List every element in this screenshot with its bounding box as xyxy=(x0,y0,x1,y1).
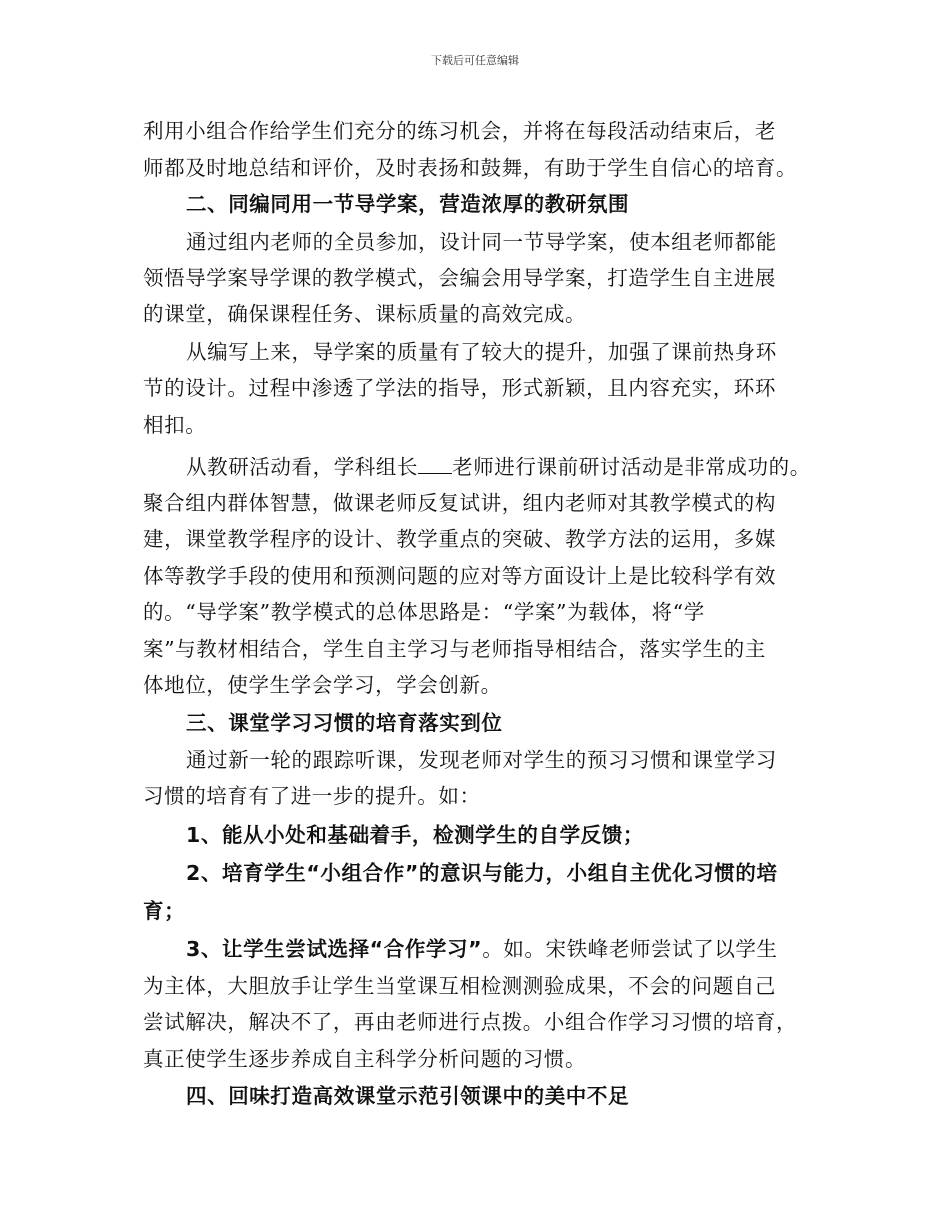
list-item-continuation: 育； xyxy=(143,899,186,923)
paragraph-line: 建，课堂教学程序的设计、教学重点的突破、教学方法的运用，多媒 xyxy=(143,527,776,551)
paragraph-line: 尝试解决，解决不了，再由老师进行点拨。小组合作学习习惯的培育， xyxy=(143,1010,798,1034)
paragraph-line: 为主体，大胆放手让学生当堂课互相检测测验成果，不会的问题自己 xyxy=(143,974,776,998)
paragraph-line: 真正使学生逐步养成自主科学分析问题的习惯。 xyxy=(143,1047,587,1071)
paragraph-line: 领悟导学案导学课的教学模式，会编会用导学案，打造学生自主进展 xyxy=(143,266,776,290)
text-segment: 。如。宋铁峰老师尝试了以学生 xyxy=(482,937,778,961)
text-segment: 从教研活动看，学科组长 xyxy=(186,455,419,479)
paragraph-line: 利用小组合作给学生们充分的练习机会，并将在每段活动结束后，老 xyxy=(143,119,776,143)
paragraph-line: 从编写上来，导学案的质量有了较大的提升，加强了课前热身环 xyxy=(186,340,777,364)
paragraph-line xyxy=(186,450,811,480)
fill-in-blank xyxy=(418,455,452,474)
paragraph-line: 习惯的培育有了进一步的提升。如： xyxy=(143,784,481,808)
paragraph-line: 通过新一轮的跟踪听课，发现老师对学生的预习习惯和课堂学习 xyxy=(186,748,777,772)
paragraph-line: 节的设计。过程中渗透了学法的指导，形式新颖，且内容充实，环环 xyxy=(143,376,776,400)
page-header: 下载后可任意编辑 xyxy=(431,54,519,67)
list-item: 1、能从小处和基础着手，检测学生的自学反馈； xyxy=(186,823,644,847)
paragraph-line: 聚合组内群体智慧，做课老师反复试讲，组内老师对其教学模式的构 xyxy=(143,491,776,515)
paragraph-line: 的课堂，确保课程任务、课标质量的高效完成。 xyxy=(143,302,587,326)
paragraph-line: 体地位，使学生学会学习，学会创新。 xyxy=(143,673,502,697)
paragraph-line: 相扣。 xyxy=(143,413,207,437)
text-segment: 老师进行课前研讨活动是非常成功的。 xyxy=(452,455,811,479)
list-item-lead: 3、让学生尝试选择“合作学习” xyxy=(186,937,483,961)
section-heading-4: 四、回味打造高效课堂示范引领课中的美中不足 xyxy=(186,1084,630,1108)
paragraph-line: 师都及时地总结和评价，及时表扬和鼓舞，有助于学生自信心的培育。 xyxy=(143,156,798,180)
paragraph-line: 体等教学手段的使用和预测问题的应对等方面设计上是比较科学有效 xyxy=(143,564,776,588)
list-item: 2、培育学生“小组合作”的意识与能力，小组自主优化习惯的培 xyxy=(186,861,778,885)
list-item xyxy=(186,932,778,962)
paragraph-line: 案”与教材相结合，学生自主学习与老师指导相结合，落实学生的主 xyxy=(143,637,766,661)
section-heading-3: 三、课堂学习习惯的培育落实到位 xyxy=(186,711,503,735)
paragraph-line: 的。“导学案”教学模式的总体思路是：“学案”为载体，将“学 xyxy=(143,600,705,624)
section-heading-2: 二、同编同用一节导学案，营造浓厚的教研氛围 xyxy=(186,192,630,216)
paragraph-line: 通过组内老师的全员参加，设计同一节导学案，使本组老师都能 xyxy=(186,230,777,254)
